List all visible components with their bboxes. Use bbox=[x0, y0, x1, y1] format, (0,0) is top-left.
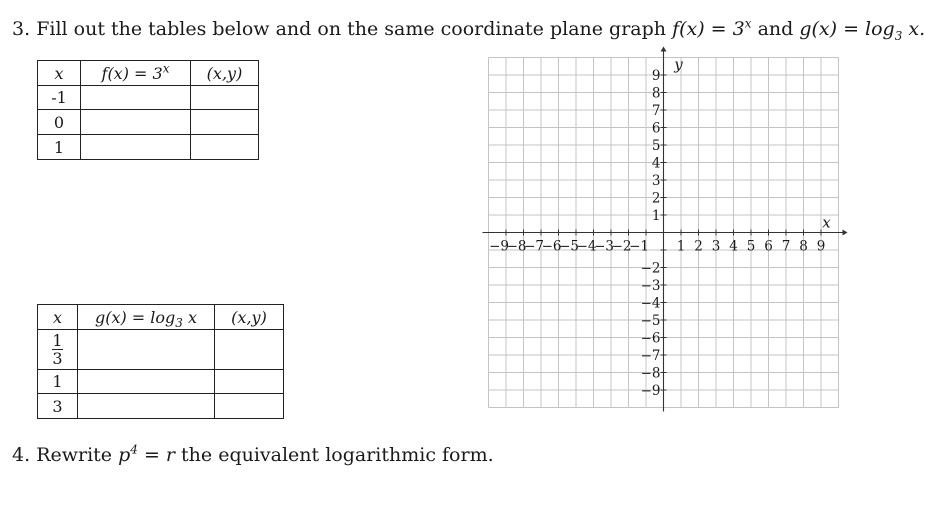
f-definition: $f(x) = 3^x$ bbox=[672, 16, 752, 40]
x-tick-label-positive: 3 bbox=[711, 238, 721, 255]
y-tick-label-negative: −8 bbox=[640, 365, 661, 382]
table-f-header-x: x bbox=[38, 61, 81, 86]
x-tick-label-negative: −1 bbox=[629, 238, 649, 255]
table-f-x-cell: 0 bbox=[38, 110, 81, 135]
y-tick-label-negative: −9 bbox=[640, 383, 661, 399]
y-tick-label-positive: 7 bbox=[651, 103, 661, 119]
question-3-text: Fill out the tables below and on the same coordinate plane graph bbox=[36, 18, 667, 40]
x-tick-label-negative: −3 bbox=[594, 238, 614, 255]
table-g-header-pair: (x,y) bbox=[215, 305, 284, 330]
y-tick-label-negative: −3 bbox=[640, 278, 661, 294]
x-axis-arrow-icon bbox=[843, 230, 848, 236]
x-tick-label-positive: 4 bbox=[729, 238, 738, 255]
table-f-x-cell: 1 bbox=[38, 135, 81, 160]
y-axis-arrow-icon bbox=[661, 47, 667, 52]
y-tick-label-positive: 9 bbox=[651, 68, 661, 84]
table-f-header-pair: (x,y) bbox=[191, 61, 259, 86]
x-tick-label-positive: 9 bbox=[816, 238, 826, 255]
x-tick-label-negative: −7 bbox=[524, 238, 544, 255]
question-3-number: 3. bbox=[12, 18, 31, 40]
y-tick-label-positive: 4 bbox=[651, 155, 661, 172]
x-tick-label-positive: 8 bbox=[799, 238, 808, 255]
exponential-equation: $p^4 = r$ bbox=[118, 442, 175, 466]
y-tick-label-positive: 1 bbox=[651, 208, 661, 224]
table-f-header-fx: $f(x) = 3^x$ bbox=[81, 61, 191, 86]
one-third-fraction: $\frac{1}{3}$ bbox=[52, 330, 63, 368]
y-axis-label: y bbox=[674, 55, 683, 74]
table-g-header-gx: $g(x) = \log_3 x$ bbox=[78, 305, 215, 330]
table-f-x-cell: -1 bbox=[38, 86, 81, 110]
table-g-header-x: x bbox=[38, 305, 78, 330]
x-tick-label-negative: −5 bbox=[559, 238, 579, 255]
question-4-number: 4. bbox=[12, 444, 31, 466]
x-tick-label-positive: 1 bbox=[676, 238, 686, 255]
y-tick-label-negative: −5 bbox=[640, 313, 661, 329]
axes bbox=[483, 47, 848, 412]
x-tick-label-negative: −4 bbox=[576, 238, 597, 255]
x-tick-label-negative: −8 bbox=[506, 238, 527, 255]
y-tick-label-positive: 5 bbox=[651, 138, 661, 154]
y-tick-label-positive: 2 bbox=[651, 190, 661, 207]
y-tick-label-positive: 8 bbox=[651, 85, 661, 102]
g-definition: $g(x) = \log_3 x$. bbox=[799, 18, 925, 43]
and-word: and bbox=[757, 18, 794, 40]
y-tick-label-negative: −6 bbox=[640, 330, 661, 347]
x-tick-label-positive: 5 bbox=[746, 238, 756, 255]
table-g-x-cell: 3 bbox=[38, 394, 78, 419]
x-tick-label-negative: −2 bbox=[611, 238, 632, 255]
y-tick-label-negative: −4 bbox=[640, 295, 661, 312]
y-tick-label-negative: −7 bbox=[640, 348, 661, 364]
y-tick-label-positive: 6 bbox=[651, 120, 661, 137]
x-tick-label-positive: 2 bbox=[694, 238, 703, 255]
x-axis-label: x bbox=[822, 213, 831, 232]
x-tick-label-positive: 7 bbox=[781, 238, 791, 255]
question-4-text: Rewrite bbox=[36, 444, 113, 466]
x-tick-label-positive: 6 bbox=[764, 238, 773, 255]
tick-labels bbox=[489, 56, 831, 400]
y-tick-label-positive: 3 bbox=[651, 173, 661, 189]
x-tick-label-negative: −6 bbox=[541, 238, 562, 255]
table-g-x-cell: 1 bbox=[38, 370, 78, 394]
y-tick-label-negative: −2 bbox=[640, 260, 661, 277]
question-4 bbox=[12, 444, 494, 466]
question-4-text-end: the equivalent logarithmic form. bbox=[181, 444, 494, 466]
x-tick-label-negative: −9 bbox=[489, 238, 509, 255]
